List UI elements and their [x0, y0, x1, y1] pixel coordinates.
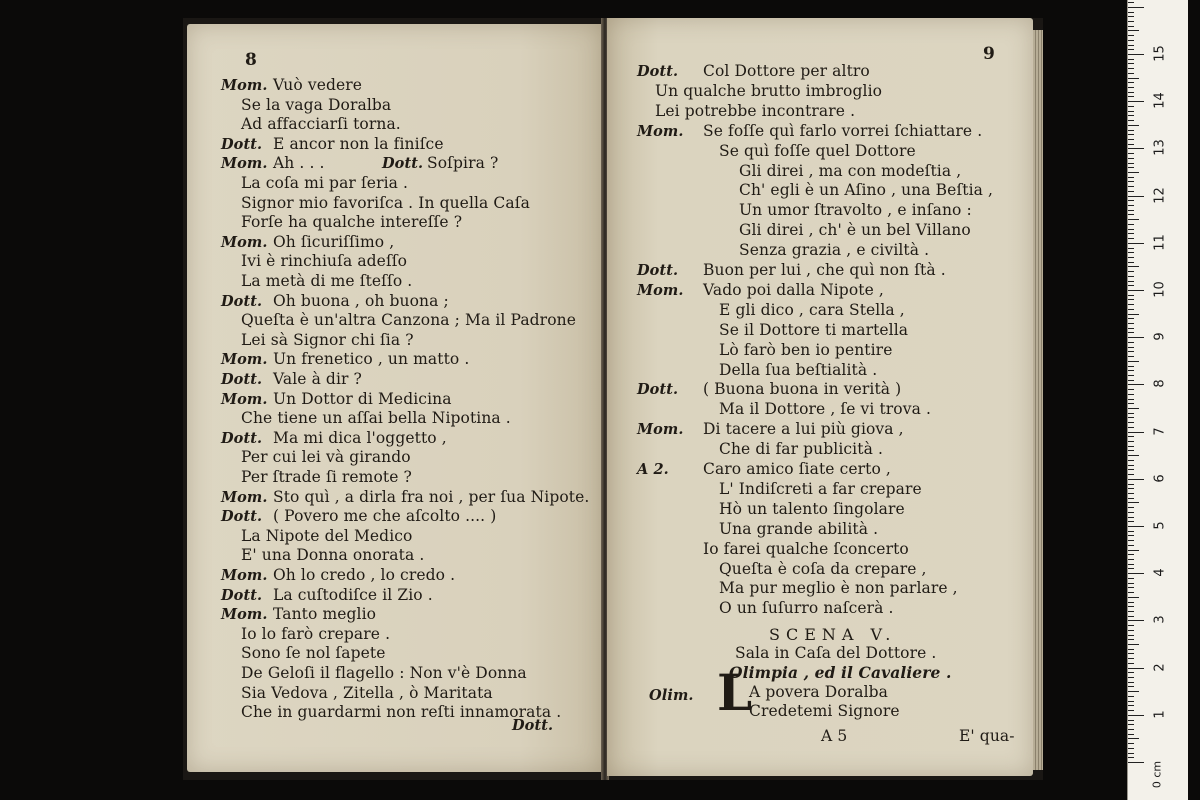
ruler-tick — [1128, 238, 1134, 239]
speaker-label: Dott. — [221, 135, 263, 153]
ruler-tick — [1128, 701, 1134, 702]
ruler-tick — [1128, 460, 1134, 461]
ruler-label: 4 — [1152, 568, 1168, 577]
verse-line: Vuò vedere — [273, 76, 363, 94]
ruler-tick — [1128, 111, 1134, 112]
ruler-tick — [1128, 658, 1134, 659]
ruler-label: 3 — [1152, 615, 1168, 625]
ruler-label: 12 — [1152, 186, 1168, 204]
ruler-label: 5 — [1152, 521, 1168, 530]
ruler-tick — [1128, 375, 1134, 376]
signature-mark: A 5 — [821, 727, 848, 745]
drop-cap: L — [717, 663, 753, 722]
ruler-tick — [1128, 540, 1134, 541]
verse-line: Che tiene un aſſai bella Nipotina . — [241, 409, 511, 428]
speaker-label: A 2. — [637, 461, 669, 478]
verse-line: La cuſtodiſce il Zio . — [273, 585, 433, 604]
ruler-tick — [1128, 233, 1134, 234]
ruler-tick — [1128, 73, 1134, 74]
verse-line: Lò farò ben io pentire — [719, 340, 893, 359]
speaker-label: Mom. — [637, 421, 684, 439]
verse-line: Queſta è coſa da crepare , — [719, 559, 927, 578]
verse-line: Io farei qualche ſconcerto — [703, 539, 909, 558]
ruler-label: 2 — [1152, 662, 1168, 672]
ruler-tick — [1128, 130, 1134, 131]
ruler-tick — [1128, 417, 1134, 418]
ruler-tick — [1128, 427, 1134, 428]
right-page — [607, 18, 1033, 776]
ruler-tick — [1128, 715, 1144, 716]
ruler-tick — [1128, 729, 1134, 730]
ruler-label: 10 — [1152, 281, 1168, 298]
ruler-tick — [1128, 583, 1134, 584]
page-number: 9 — [983, 44, 995, 64]
verse-line: Ah . . . — [273, 154, 325, 173]
verse-line: La coſa mi par ſeria . — [241, 174, 409, 192]
ruler-tick — [1128, 408, 1139, 409]
ruler-tick — [1128, 196, 1144, 197]
ruler-tick — [1128, 12, 1134, 13]
ruler-tick — [1128, 705, 1134, 706]
ruler-tick — [1128, 45, 1134, 46]
ruler-tick — [1128, 342, 1134, 343]
speaker-label: Dott. — [637, 381, 679, 399]
verse-line: Lei sà Signor chi ſia ? — [241, 330, 414, 349]
speaker-label: Mom. — [221, 351, 268, 369]
ruler-label: 1 — [1152, 710, 1168, 719]
ruler-tick — [1128, 40, 1134, 41]
verse-line: Un Dottor di Medicina — [273, 389, 452, 408]
ruler-tick — [1128, 521, 1134, 522]
verse-line: Col Dottore per altro — [703, 62, 870, 80]
ruler-tick — [1128, 606, 1134, 607]
ruler-tick — [1128, 682, 1134, 683]
ruler-label: 15 — [1152, 45, 1168, 62]
ruler-tick — [1128, 139, 1134, 140]
ruler-tick — [1128, 672, 1134, 673]
verse-line: Buon per lui , che quì non ſtà . — [703, 261, 946, 279]
ruler-tick — [1128, 248, 1134, 249]
speaker-label: Mom. — [221, 155, 268, 173]
ruler-tick — [1128, 564, 1134, 565]
verse-line: Per cui lei và girando — [241, 448, 411, 467]
ruler-tick — [1128, 512, 1134, 513]
ruler-tick — [1128, 205, 1134, 206]
ruler-tick — [1128, 432, 1144, 433]
ruler-tick — [1128, 134, 1134, 135]
speaker-label: Mom. — [221, 567, 268, 584]
ruler-tick — [1128, 649, 1134, 650]
ruler-tick — [1128, 757, 1134, 758]
ruler-tick — [1128, 469, 1134, 470]
speaker-label: Dott. — [221, 371, 263, 388]
ruler-tick — [1128, 318, 1134, 319]
ruler-tick — [1128, 677, 1134, 678]
ruler-tick — [1128, 101, 1144, 102]
ruler-tick — [1128, 314, 1139, 315]
ruler-tick — [1128, 299, 1134, 300]
ruler-tick — [1128, 356, 1134, 357]
ruler-tick — [1128, 144, 1134, 145]
ruler-tick — [1128, 191, 1134, 192]
ruler-tick — [1128, 517, 1134, 518]
ruler-tick — [1128, 177, 1134, 178]
speaker-label: Mom. — [221, 390, 268, 408]
ruler-tick — [1128, 743, 1134, 744]
ruler-tick — [1128, 125, 1139, 126]
catchword: Dott. — [512, 717, 554, 734]
ruler-tick — [1128, 484, 1134, 485]
verse-line: Un qualche brutto imbroglio — [655, 81, 883, 100]
verse-line: Oh ſicuriſſimo , — [273, 232, 395, 251]
ruler-tick — [1128, 2, 1134, 3]
verse-line: Soſpira ? — [427, 154, 499, 173]
ruler-tick — [1128, 351, 1134, 352]
ruler-tick — [1128, 30, 1139, 31]
ruler-tick — [1128, 266, 1139, 267]
speaker-label: Mom. — [637, 122, 684, 140]
measurement-ruler — [1127, 0, 1188, 800]
scene-heading: SCENA V. — [769, 625, 897, 644]
ruler-tick — [1128, 720, 1134, 721]
verse-line: Signor mio favoriſca . In quella Caſa — [241, 193, 530, 212]
ruler-tick — [1128, 87, 1134, 88]
verse-line: ( Povero me che aſcolto .... ) — [273, 507, 497, 526]
ruler-tick — [1128, 559, 1134, 560]
ruler-tick — [1128, 172, 1139, 173]
verse-line: Ch' egli è un Aſino , una Beſtia , — [739, 181, 994, 200]
ruler-tick — [1128, 82, 1134, 83]
ruler-tick — [1128, 257, 1134, 258]
ruler-tick — [1128, 153, 1134, 154]
ruler-tick — [1128, 653, 1134, 654]
ruler-tick — [1128, 35, 1134, 36]
verse-line: Oh lo credo , lo credo . — [273, 566, 456, 584]
ruler-tick — [1128, 535, 1134, 536]
ruler-tick — [1128, 686, 1134, 687]
left-page — [187, 24, 603, 772]
ruler-tick — [1128, 370, 1134, 371]
open-book — [183, 18, 1043, 780]
ruler-tick — [1128, 323, 1134, 324]
ruler-tick — [1128, 738, 1139, 739]
verse-line: Gli direi , ch' è un bel Villano — [739, 221, 971, 240]
ruler-tick — [1128, 526, 1144, 527]
verse-line: Una grande abilità . — [719, 519, 879, 538]
ruler-tick — [1128, 243, 1144, 244]
verse-line: Per ſtrade ſi remote ? — [241, 468, 412, 486]
ruler-tick — [1128, 309, 1134, 310]
ruler-tick — [1128, 148, 1144, 149]
verse-line: Un frenetico , un matto . — [273, 350, 470, 369]
ruler-tick — [1128, 644, 1139, 645]
olim-line-1: A povera Doralba — [749, 683, 889, 701]
ruler-tick — [1128, 413, 1134, 414]
ruler-tick — [1128, 753, 1134, 754]
verse-line: Della ſua beſtialità . — [719, 360, 878, 379]
ruler-tick — [1128, 531, 1134, 532]
ruler-tick — [1128, 229, 1134, 230]
ruler-label: 13 — [1152, 139, 1168, 157]
ruler-tick — [1128, 465, 1134, 466]
ruler-tick — [1128, 545, 1134, 546]
ruler-tick — [1128, 691, 1139, 692]
ruler-tick — [1128, 181, 1134, 182]
verse-line: Io lo farò crepare . — [241, 624, 391, 643]
ruler-tick — [1128, 271, 1134, 272]
ruler-label: 7 — [1152, 426, 1168, 436]
verse-line: Oh buona , oh buona ; — [273, 291, 449, 310]
speaker-label: Dott. — [221, 586, 263, 604]
olim-line-2: Credetemi Signore — [749, 702, 900, 720]
ruler-tick — [1128, 474, 1134, 475]
ruler-tick — [1128, 120, 1134, 121]
verse-line: Un umor ſtravolto , e inſano : — [739, 201, 972, 220]
ruler-tick — [1128, 347, 1134, 348]
verse-line: Ma mi dica l'oggetto , — [273, 428, 447, 447]
ruler-tick — [1128, 394, 1134, 395]
ruler-tick — [1128, 493, 1134, 494]
verse-line: Ma pur meglio è non parlare , — [719, 579, 958, 598]
ruler-label: 6 — [1152, 474, 1168, 483]
ruler-tick — [1128, 399, 1134, 400]
verse-line: Sia Vedova , Zitella , ò Maritata — [241, 683, 493, 702]
ruler-tick — [1128, 285, 1134, 286]
speaker-label: Mom. — [221, 606, 268, 624]
ruler-tick — [1128, 488, 1134, 489]
ruler-tick — [1128, 281, 1134, 282]
ruler-tick — [1128, 92, 1134, 93]
verse-line: La metà di me ſteſſo . — [241, 272, 413, 290]
ruler-tick — [1128, 276, 1134, 277]
ruler-tick — [1128, 578, 1134, 579]
verse-line: La Nipote del Medico — [241, 526, 413, 545]
ruler-tick — [1128, 573, 1144, 574]
ruler-tick — [1128, 762, 1144, 763]
page-number: 8 — [245, 50, 257, 70]
ruler-tick — [1128, 59, 1134, 60]
ruler-tick — [1128, 210, 1134, 211]
ruler-tick — [1128, 389, 1134, 390]
verse-line: E gli dico , cara Stella , — [719, 300, 905, 319]
ruler-tick — [1128, 620, 1144, 621]
ruler-tick — [1128, 63, 1134, 64]
ruler-tick — [1128, 26, 1134, 27]
ruler-tick — [1128, 290, 1144, 291]
ruler-tick — [1128, 436, 1134, 437]
verse-line: Sto quì , a dirla fra noi , per ſua Nipote. — [273, 487, 590, 506]
speaker-label: Dott. — [637, 262, 679, 279]
ruler-tick — [1128, 450, 1134, 451]
ruler-tick — [1128, 446, 1134, 447]
ruler-tick — [1128, 361, 1139, 362]
ruler-tick — [1128, 219, 1139, 220]
ruler-tick — [1128, 550, 1139, 551]
page-edges — [1033, 30, 1043, 770]
ruler-tick — [1128, 78, 1139, 79]
ruler-tick — [1128, 663, 1134, 664]
ruler-tick — [1128, 568, 1134, 569]
ruler-tick — [1128, 115, 1134, 116]
ruler-label: 0 cm — [1150, 760, 1164, 789]
ruler-tick — [1128, 724, 1134, 725]
ruler-tick — [1128, 441, 1134, 442]
ruler-tick — [1128, 295, 1134, 296]
speaker-label: Dott. — [382, 155, 424, 173]
ruler-tick — [1128, 696, 1134, 697]
ruler-tick — [1128, 502, 1139, 503]
speaker-olim: Olim. — [649, 687, 694, 704]
ruler-tick — [1128, 214, 1134, 215]
speaker-label: Dott. — [221, 429, 263, 447]
ruler-tick — [1128, 106, 1134, 107]
verse-line: Lei potrebbe incontrare . — [655, 101, 856, 120]
ruler-tick — [1128, 262, 1134, 263]
verse-line: Hò un talento ſingolare — [719, 499, 905, 518]
ruler-tick — [1128, 16, 1134, 17]
ruler-tick — [1128, 167, 1134, 168]
ruler-tick — [1128, 224, 1134, 225]
verse-line: Di tacere a lui più giova , — [703, 420, 904, 439]
ruler-tick — [1128, 554, 1134, 555]
verse-line: Tanto meglio — [273, 605, 377, 624]
ruler-tick — [1128, 384, 1144, 385]
verse-line: Ivi è rinchiuſa adeſſo — [241, 252, 408, 271]
ruler-tick — [1128, 49, 1134, 50]
scene-characters: Olimpia , ed il Cavaliere . — [729, 663, 952, 682]
ruler-tick — [1128, 630, 1134, 631]
ruler-tick — [1128, 158, 1134, 159]
ruler-tick — [1128, 337, 1144, 338]
ruler-tick — [1128, 668, 1144, 669]
verse-line: Sono ſe nol ſapete — [241, 644, 386, 663]
ruler-tick — [1128, 602, 1134, 603]
speaker-label: Mom. — [637, 281, 684, 299]
ruler-tick — [1128, 200, 1134, 201]
verse-line: Caro amico ſiate certo , — [703, 460, 891, 478]
ruler-tick — [1128, 252, 1134, 253]
ruler-tick — [1128, 611, 1134, 612]
verse-line: Gli direi , ma con modeſtia , — [739, 161, 962, 180]
speaker-label: Dott. — [221, 508, 263, 526]
verse-line: L' Indiſcreti a far crepare — [719, 479, 922, 498]
scene-location: Sala in Caſa del Dottore . — [735, 644, 937, 662]
verse-line: Che di far publicità . — [719, 440, 883, 459]
ruler-tick — [1128, 422, 1134, 423]
ruler-tick — [1128, 332, 1134, 333]
ruler-tick — [1128, 186, 1134, 187]
verse-line: Se la vaga Doralba — [241, 95, 392, 114]
ruler-tick — [1128, 592, 1134, 593]
verse-line: De Geloſi il flagello : Non v'è Donna — [241, 664, 527, 682]
ruler-tick — [1128, 21, 1134, 22]
ruler-label: 9 — [1152, 332, 1168, 341]
ruler-tick — [1128, 597, 1139, 598]
verse-line: Queſta è un'altra Canzona ; Ma il Padrone — [241, 311, 576, 330]
ruler-tick — [1128, 748, 1134, 749]
ruler-tick — [1128, 403, 1134, 404]
verse-line: E ancor non la finiſce — [273, 134, 444, 153]
ruler-tick — [1128, 625, 1134, 626]
speaker-label: Dott. — [637, 63, 679, 80]
verse-line: Se il Dottore ti martella — [719, 320, 909, 339]
ruler-tick — [1128, 455, 1139, 456]
verse-line: Che in guardarmi non reſti innamorata . — [241, 703, 562, 722]
ruler-label: 8 — [1152, 379, 1168, 389]
ruler-tick — [1128, 163, 1134, 164]
verse-line: Se foſſe quì farlo vorrei ſchiattare . — [703, 121, 983, 140]
ruler-tick — [1128, 587, 1134, 588]
ruler-tick — [1128, 328, 1134, 329]
ruler-tick — [1128, 635, 1134, 636]
verse-line: E' una Donna onorata . — [241, 546, 425, 565]
verse-line: Vale à dir ? — [273, 370, 362, 388]
ruler-tick — [1128, 304, 1134, 305]
verse-line: Ad affacciarſi torna. — [241, 115, 401, 134]
verse-line: Vado poi dalla Nipote , — [703, 280, 884, 299]
ruler-label: 11 — [1152, 234, 1168, 251]
ruler-tick — [1128, 54, 1144, 55]
ruler-tick — [1128, 734, 1134, 735]
speaker-label: Mom. — [221, 488, 268, 506]
ruler-tick — [1128, 616, 1134, 617]
verse-line: Ma il Dottore , ſe vi trova . — [719, 400, 931, 419]
verse-line: O un ſuſurro naſcerà . — [719, 599, 894, 618]
ruler-tick — [1128, 498, 1134, 499]
ruler-tick — [1128, 7, 1144, 8]
ruler-tick — [1128, 710, 1134, 711]
ruler-tick — [1128, 507, 1134, 508]
ruler-tick — [1128, 96, 1134, 97]
catchword: E' qua- — [959, 727, 1015, 745]
speaker-label: Dott. — [221, 292, 263, 310]
verse-line: ( Buona buona in verità ) — [703, 380, 902, 399]
speaker-label: Mom. — [221, 77, 268, 94]
ruler-tick — [1128, 479, 1144, 480]
ruler-tick — [1128, 639, 1134, 640]
ruler-label: 14 — [1152, 92, 1168, 109]
verse-line: Senza grazia , e civiltà . — [739, 241, 930, 260]
speaker-label: Mom. — [221, 233, 268, 251]
verse-line: Se quì foſſe quel Dottore — [719, 141, 916, 160]
ruler-tick — [1128, 366, 1134, 367]
verse-line: Forſe ha qualche intereſſe ? — [241, 213, 463, 232]
ruler-tick — [1128, 380, 1134, 381]
ruler-tick — [1128, 68, 1134, 69]
